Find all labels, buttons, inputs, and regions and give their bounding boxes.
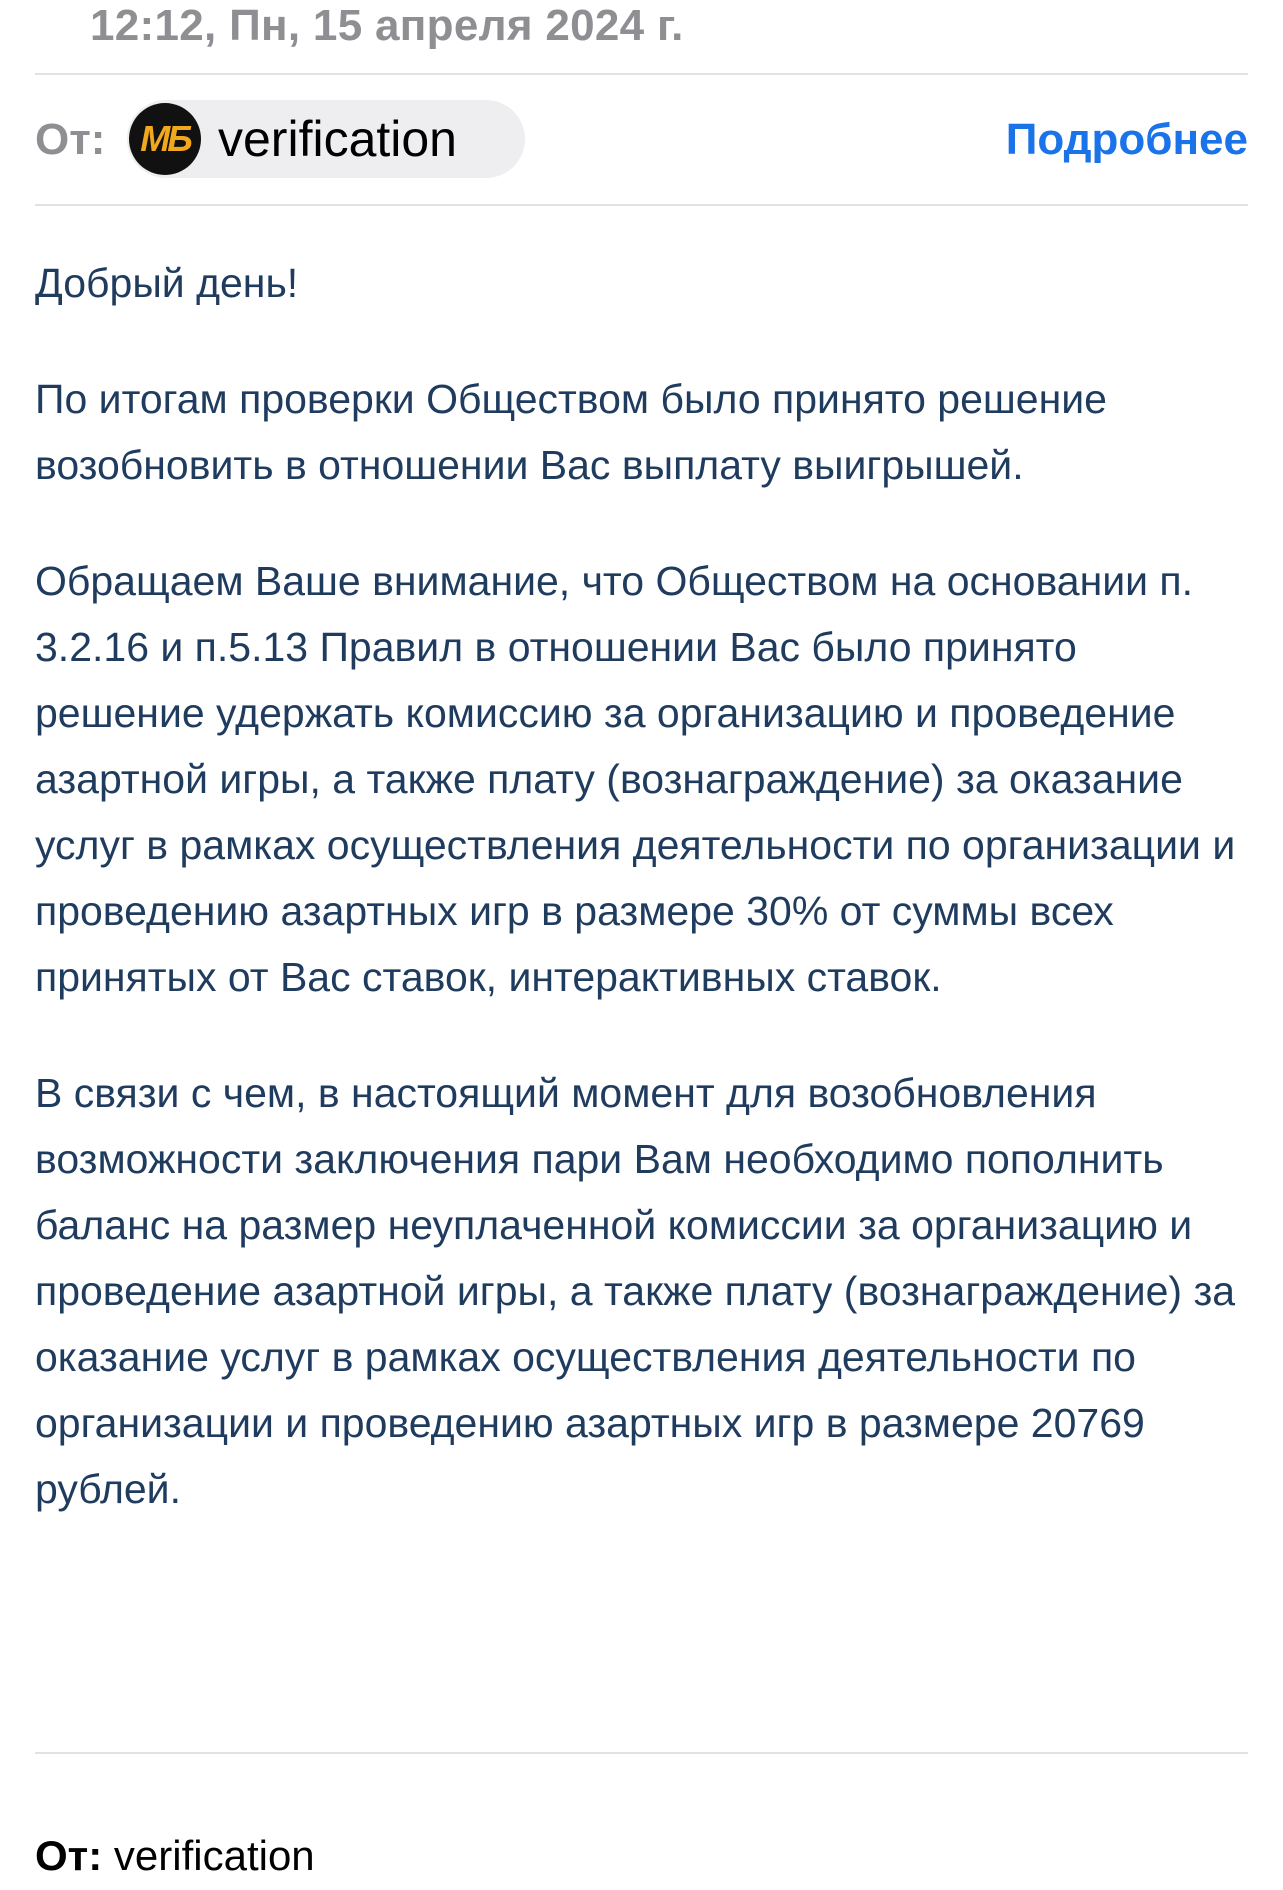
sender-avatar: МБ bbox=[129, 103, 201, 175]
message-paragraph: В связи с чем, в настоящий момент для возобновления возможности заключения пари Вам необходимо пополнить баланс на размер неуплаченной комиссии за организацию и проведение азартной игры, а также плату (вознаграждение) за оказание услуг в рамках осуществления деятельности по организации и проведению азартных игр в размере 20769 рублей. bbox=[35, 1070, 1236, 1512]
details-link[interactable]: Подробнее bbox=[1005, 115, 1248, 164]
message-body bbox=[35, 250, 1255, 1572]
sender-chip[interactable] bbox=[127, 100, 525, 178]
message-greeting: Добрый день! bbox=[35, 260, 299, 306]
sender-divider bbox=[35, 204, 1248, 206]
header-divider bbox=[35, 73, 1248, 75]
sender-row bbox=[35, 100, 1248, 180]
footer-from bbox=[35, 1828, 315, 1884]
from-label: От: bbox=[35, 115, 106, 164]
footer-sender-name[interactable]: verification bbox=[113, 1832, 315, 1879]
footer-from-label: От: bbox=[35, 1832, 103, 1879]
message-paragraph: Обращаем Ваше внимание, что Обществом на основании п. 3.2.16 и п.5.13 Правил в отношении Вас было принято решение удержать комиссию за организацию и проведение азартной игры, а также плату (вознаграждение) за оказание услуг в рамках осуществления деятельности по организации и проведению азартных игр в размере 30% от суммы всех принятых от Вас ставок, интерактивных ставок. bbox=[35, 558, 1236, 1000]
message-paragraph: По итогам проверки Обществом было принято решение возобновить в отношении Вас выплату выигрышей. bbox=[35, 376, 1107, 488]
footer-divider bbox=[35, 1752, 1248, 1754]
sender-name: verification bbox=[218, 111, 457, 167]
message-date: 12:12, Пн, 15 апреля 2024 г. bbox=[90, 1, 684, 50]
